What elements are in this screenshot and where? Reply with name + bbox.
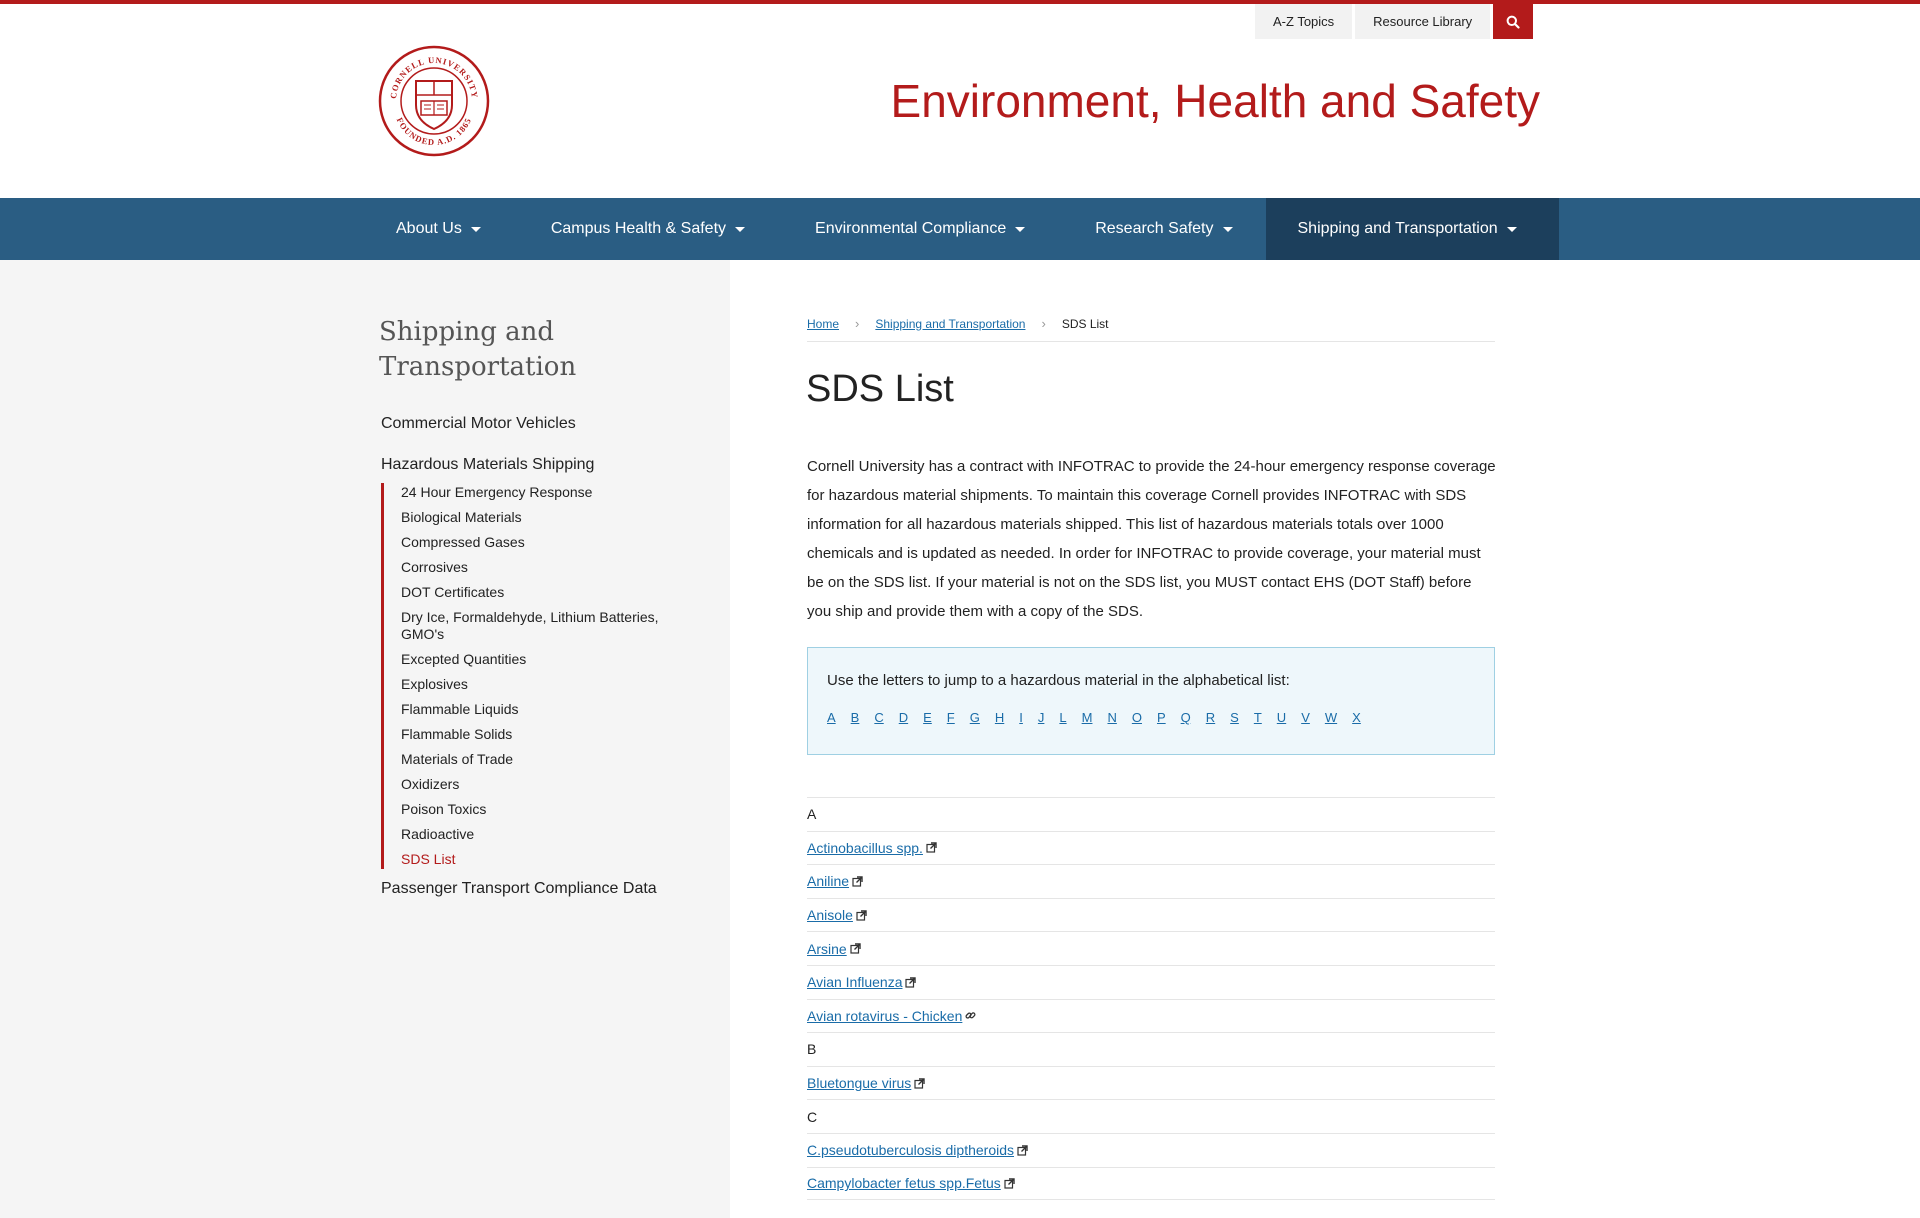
letter-link-m[interactable]: M: [1081, 710, 1093, 725]
intro-paragraph: Cornell University has a contract with INFOTRAC to provide the 24-hour emergency response coverage for hazardous material shipments. To maintain this coverage Cornell provides INFOTRAC with SDS information for all hazardous materials shipped. This list of hazardous materials totals over 1000 chemicals and is updated as needed. In order for INFOTRAC to provide coverage, your material must be on the SDS list. If your material is not on the SDS list, you MUST contact EHS (DOT Staff) before you ship and provide them with a copy of the SDS.: [807, 458, 1496, 620]
material-link[interactable]: Avian rotavirus - Chicken: [807, 1007, 963, 1024]
nav-label: Campus Health & Safety: [550, 220, 727, 237]
nav-environmental-compliance[interactable]: [763, 198, 1043, 260]
material-link[interactable]: Aniline: [807, 873, 850, 890]
materials-list: [807, 797, 1495, 1200]
letter-link-h[interactable]: H: [994, 710, 1005, 725]
seal-text-bottom: FOUNDED A.D. 1865: [394, 115, 474, 148]
sidebar-item-oxidizers[interactable]: Oxidizers: [401, 776, 460, 792]
letter-link-e[interactable]: E: [923, 710, 932, 725]
list-item: [807, 831, 1495, 865]
nav-about-us[interactable]: [380, 198, 499, 260]
sidebar-item-corrosives[interactable]: Corrosives: [401, 559, 468, 575]
external-link-icon: [926, 842, 937, 853]
list-item: [807, 1167, 1495, 1201]
resource-library-link[interactable]: Resource Library: [1355, 4, 1490, 39]
nav-shipping-transportation[interactable]: [1266, 198, 1559, 260]
letter-link-o[interactable]: O: [1131, 710, 1142, 725]
sidebar-link-passenger-transport[interactable]: Passenger Transport Compliance Data: [381, 880, 657, 897]
letter-link-d[interactable]: D: [898, 710, 909, 725]
seal-text-top: CORNELL UNIVERSITY: [387, 54, 481, 100]
sidebar-link-hazardous-materials-shipping[interactable]: Hazardous Materials Shipping: [381, 456, 595, 473]
sidebar-item-sds-list[interactable]: SDS List: [401, 851, 456, 867]
caret-down-icon: [471, 227, 481, 232]
search-icon: [1506, 15, 1520, 29]
letter-link-q[interactable]: Q: [1180, 710, 1191, 725]
external-link-icon: [1004, 1178, 1015, 1189]
letter-link-r[interactable]: R: [1205, 710, 1216, 725]
nav-label: Research Safety: [1095, 220, 1214, 237]
sidebar-item-poison-toxics[interactable]: Poison Toxics: [401, 801, 487, 817]
external-link-icon: [905, 977, 916, 988]
list-item: [807, 1133, 1495, 1167]
material-link[interactable]: Bluetongue virus: [807, 1075, 912, 1092]
material-link[interactable]: Actinobacillus spp.: [807, 839, 923, 856]
sidebar-sub-list: [381, 483, 681, 869]
sidebar-item-flammable-liquids[interactable]: Flammable Liquids: [401, 701, 519, 717]
material-link[interactable]: Campylobacter fetus spp.Fetus: [807, 1175, 1001, 1192]
letter-link-w[interactable]: W: [1324, 710, 1338, 725]
letter-link-i[interactable]: I: [1019, 710, 1023, 725]
breadcrumb: [807, 316, 1495, 342]
external-link-icon: [914, 1078, 925, 1089]
list-letter-heading: A: [807, 797, 1495, 831]
list-item: [807, 864, 1495, 898]
sidebar-item-explosives[interactable]: Explosives: [401, 676, 468, 692]
letter-link-p[interactable]: P: [1156, 710, 1166, 725]
nav-campus-health-safety[interactable]: [499, 198, 763, 260]
letter-link-a[interactable]: A: [827, 710, 836, 725]
letter-link-s[interactable]: S: [1230, 710, 1239, 725]
page-title: SDS List: [806, 368, 954, 410]
letter-nav: [827, 710, 1376, 725]
letter-link-c[interactable]: C: [874, 710, 884, 725]
list-item: [807, 931, 1495, 965]
material-link[interactable]: Avian Influenza: [807, 974, 903, 991]
list-letter-heading: C: [807, 1099, 1495, 1133]
letter-link-l[interactable]: L: [1059, 710, 1067, 725]
sidebar-item-biological-materials[interactable]: Biological Materials: [401, 509, 522, 525]
caret-down-icon: [735, 227, 745, 232]
sidebar-title[interactable]: Shipping and Transportation: [379, 317, 577, 382]
jump-instructions: Use the letters to jump to a hazardous material in the alphabetical list:: [827, 672, 1290, 689]
list-item: [807, 898, 1495, 932]
chevron-right-icon: ›: [855, 316, 860, 331]
sidebar-item-dot-certificates[interactable]: DOT Certificates: [401, 584, 505, 600]
sidebar-item-radioactive[interactable]: Radioactive: [401, 826, 475, 842]
sidebar-link-commercial-motor-vehicles[interactable]: Commercial Motor Vehicles: [381, 415, 576, 432]
chevron-right-icon: ›: [1041, 316, 1046, 331]
site-title[interactable]: Environment, Health and Safety: [890, 75, 1540, 127]
sidebar-item-excepted-quantities[interactable]: Excepted Quantities: [401, 651, 527, 667]
main-nav: [0, 198, 1920, 260]
letter-link-n[interactable]: N: [1107, 710, 1117, 725]
letter-link-t[interactable]: T: [1253, 710, 1262, 725]
external-link-icon: [856, 910, 867, 921]
cornell-seal-logo[interactable]: [378, 45, 490, 157]
caret-down-icon: [1507, 227, 1517, 232]
breadcrumb-home-link[interactable]: Home: [807, 316, 840, 331]
breadcrumb-section-link[interactable]: Shipping and Transportation: [875, 316, 1026, 331]
sidebar-item-dry-ice[interactable]: Dry Ice, Formaldehyde, Lithium Batteries, GMO's: [401, 609, 659, 642]
list-item: [807, 1066, 1495, 1100]
material-link[interactable]: Arsine: [807, 940, 847, 957]
chain-link-icon: [965, 1010, 976, 1021]
letter-link-v[interactable]: V: [1301, 710, 1310, 725]
utility-nav: [1255, 4, 1533, 39]
sidebar-item-flammable-solids[interactable]: Flammable Solids: [401, 726, 513, 742]
material-link[interactable]: C.pseudotuberculosis diptheroids: [807, 1142, 1015, 1159]
sidebar-item-24-hour-emergency-response[interactable]: 24 Hour Emergency Response: [401, 484, 593, 500]
material-link[interactable]: Anisole: [807, 907, 853, 924]
breadcrumb-current: SDS List: [1061, 316, 1109, 331]
nav-label: About Us: [396, 220, 462, 237]
nav-research-safety[interactable]: [1043, 198, 1265, 260]
letter-link-b[interactable]: B: [850, 710, 860, 725]
external-link-icon: [1017, 1145, 1028, 1156]
letter-link-x[interactable]: X: [1352, 710, 1361, 725]
letter-link-j[interactable]: J: [1037, 710, 1045, 725]
nav-label: Environmental Compliance: [815, 220, 1007, 237]
list-letter-heading: B: [807, 1032, 1495, 1066]
sidebar-item-compressed-gases[interactable]: Compressed Gases: [401, 534, 525, 550]
top-accent-bar: [0, 0, 1920, 4]
list-item: [807, 999, 1495, 1033]
az-topics-link[interactable]: A-Z Topics: [1255, 4, 1352, 39]
caret-down-icon: [1015, 227, 1025, 232]
letter-link-u[interactable]: U: [1276, 710, 1287, 725]
search-button[interactable]: [1493, 4, 1533, 39]
list-item: [807, 965, 1495, 999]
sidebar-item-materials-of-trade[interactable]: Materials of Trade: [401, 751, 514, 767]
letter-link-g[interactable]: G: [969, 710, 980, 725]
letter-jump-box: [807, 647, 1495, 755]
letter-link-f[interactable]: F: [946, 710, 955, 725]
external-link-icon: [852, 876, 863, 887]
external-link-icon: [850, 943, 861, 954]
caret-down-icon: [1223, 227, 1233, 232]
nav-label: Shipping and Transportation: [1297, 220, 1498, 237]
